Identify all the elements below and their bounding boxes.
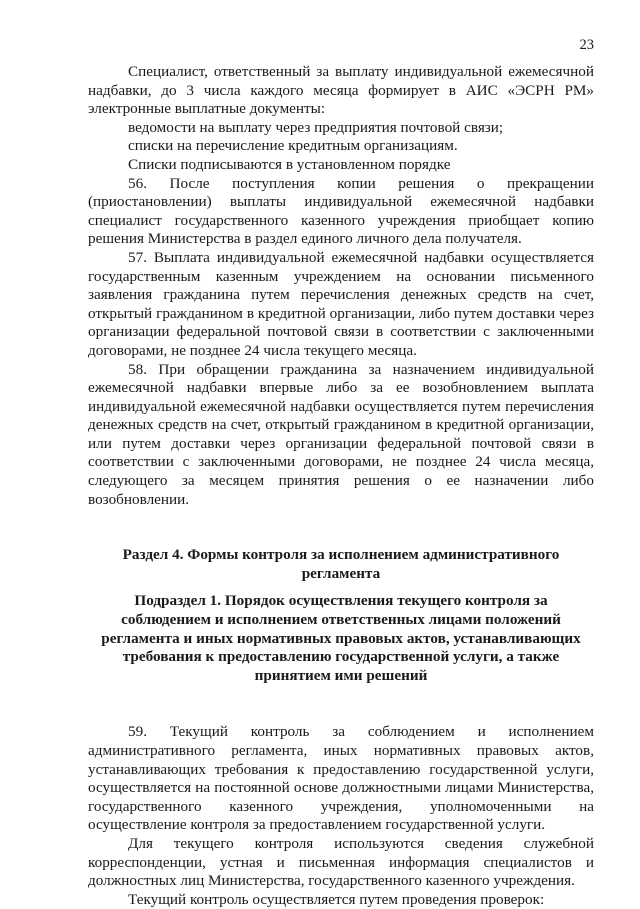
list-item-postal-statements: ведомости на выплату через предприятия почтовой связи;	[128, 118, 504, 136]
list-item-credit-transfers: списки на перечисление кредитным организациям.	[128, 137, 458, 155]
paragraph-58: 58. При обращении гражданина за назначением индивидуальной ежемесячной надбавки впервые либо за ее возобновлением выплата индивидуальной ежемесячной надбавки осуществляется путем перечисления денежных средств на счет, открытый гражданином в кредитной организации, или путем доставки через организации федеральной почтовой связи в соответствии с заключенными договорами, не позднее 24 числа месяца, следующего за месяцем принятия решения о ее назначении либо возобновлении.	[88, 360, 594, 508]
paragraph-lists-signed: Списки подписываются в установленном порядке	[128, 155, 451, 173]
paragraph-56: 56. После поступления копии решения о прекращении (приостановлении) выплаты индивидуальной ежемесячной надбавки специалист государственного казенного учреждения приобщает копию решения Министерства в раздел единого личного дела получателя.	[88, 174, 594, 248]
section-heading: Раздел 4. Формы контроля за исполнением административного регламента	[122, 546, 560, 582]
paragraph-control-sources: Для текущего контроля используются сведения служебной корреспонденции, устная и письменная информация специалистов и должностных лиц Министерства, государственного казенного учреждения.	[88, 834, 594, 890]
subsection-heading: Подраздел 1. Порядок осуществления текущего контроля за соблюдением и исполнением ответственных лицами положений регламента и иных нормативных правовых актов, устанавливающих требования к предоставлению государственной услуги, а также принятием ими решений	[101, 592, 581, 684]
paragraph-59: 59. Текущий контроль за соблюдением и исполнением административного регламента, иных нормативных правовых актов, устанавливающих требования к предоставлению государственной услуги, осуществляется на постоянной основе должностными лицами Министерства, государственного казенного учреждения, уполномоченными на осуществление контроля за предоставлением государственной услуги.	[88, 723, 594, 834]
paragraph-payment-specialist: Специалист, ответственный за выплату индивидуальной ежемесячной надбавки, до 3 числа каждого месяца формирует в АИС «ЭСРН РМ» электронные выплатные документы:	[88, 63, 594, 118]
paragraph-57: 57. Выплата индивидуальной ежемесячной надбавки осуществляется государственным казенным учреждением на основании письменного заявления гражданина путем перечисления денежных средств на счет, открытый гражданином в кредитной организации, либо путем доставки через организации федеральной почтовой связи в соответствии с заключенными договорами, не позднее 24 числа текущего месяца.	[88, 248, 594, 359]
page-number: 23	[579, 37, 594, 53]
paragraph-inspections: Текущий контроль осуществляется путем проведения проверок:	[128, 890, 545, 908]
document-body	[88, 63, 594, 909]
